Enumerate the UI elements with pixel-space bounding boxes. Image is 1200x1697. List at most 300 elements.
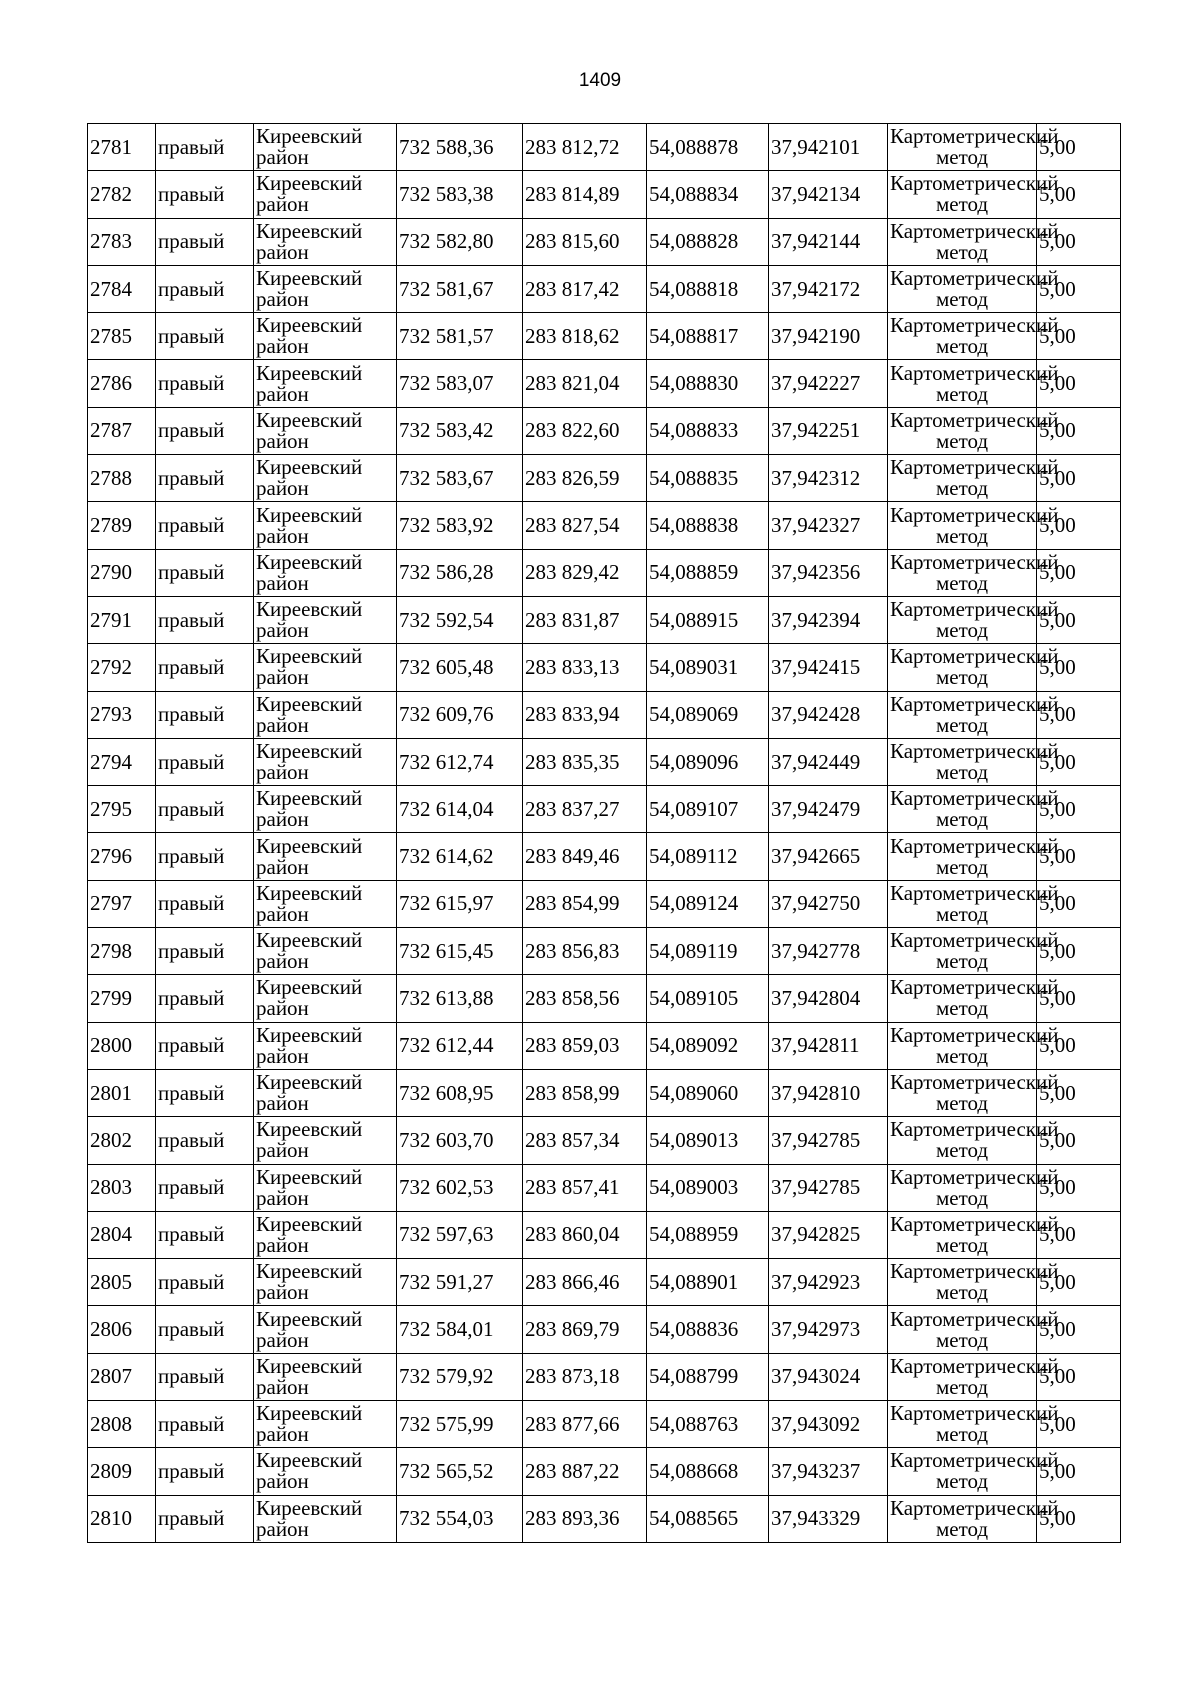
coord-x-cell: 732 615,45	[397, 928, 523, 975]
accuracy-cell: 5,00	[1037, 833, 1121, 880]
district-cell: Киреевский район	[254, 833, 397, 880]
point-number-cell: 2795	[88, 786, 156, 833]
coord-y-cell: 283 849,46	[523, 833, 647, 880]
method-cell: Картометрический метод	[888, 313, 1037, 360]
coord-x-cell: 732 612,44	[397, 1022, 523, 1069]
longitude-cell: 37,942479	[769, 786, 888, 833]
method-cell: Картометрический метод	[888, 455, 1037, 502]
coord-y-cell: 283 835,35	[523, 738, 647, 785]
coord-x-cell: 732 583,92	[397, 502, 523, 549]
table-row	[88, 360, 1121, 407]
district-cell: Киреевский район	[254, 975, 397, 1022]
district-cell: Киреевский район	[254, 407, 397, 454]
latitude-cell: 54,089031	[647, 644, 769, 691]
latitude-cell: 54,089096	[647, 738, 769, 785]
latitude-cell: 54,089060	[647, 1069, 769, 1116]
table-row	[88, 596, 1121, 643]
method-cell: Картометрический метод	[888, 407, 1037, 454]
bank-side-cell: правый	[156, 265, 254, 312]
method-cell: Картометрический метод	[888, 1401, 1037, 1448]
latitude-cell: 54,088565	[647, 1495, 769, 1542]
latitude-cell: 54,089107	[647, 786, 769, 833]
bank-side-cell: правый	[156, 1448, 254, 1495]
longitude-cell: 37,942665	[769, 833, 888, 880]
latitude-cell: 54,088818	[647, 265, 769, 312]
latitude-cell: 54,088878	[647, 124, 769, 171]
bank-side-cell: правый	[156, 1117, 254, 1164]
method-cell: Картометрический метод	[888, 265, 1037, 312]
table-row	[88, 833, 1121, 880]
method-cell: Картометрический метод	[888, 1069, 1037, 1116]
latitude-cell: 54,088763	[647, 1401, 769, 1448]
bank-side-cell: правый	[156, 171, 254, 218]
accuracy-cell: 5,00	[1037, 1259, 1121, 1306]
coord-y-cell: 283 857,34	[523, 1117, 647, 1164]
point-number-cell: 2804	[88, 1211, 156, 1258]
longitude-cell: 37,942428	[769, 691, 888, 738]
point-number-cell: 2790	[88, 549, 156, 596]
accuracy-cell: 5,00	[1037, 265, 1121, 312]
accuracy-cell: 5,00	[1037, 313, 1121, 360]
coord-y-cell: 283 827,54	[523, 502, 647, 549]
coord-y-cell: 283 869,79	[523, 1306, 647, 1353]
coord-x-cell: 732 583,67	[397, 455, 523, 502]
coord-y-cell: 283 858,56	[523, 975, 647, 1022]
point-number-cell: 2794	[88, 738, 156, 785]
latitude-cell: 54,089124	[647, 880, 769, 927]
district-cell: Киреевский район	[254, 1259, 397, 1306]
longitude-cell: 37,943024	[769, 1353, 888, 1400]
table-body	[88, 124, 1121, 1543]
accuracy-cell: 5,00	[1037, 1164, 1121, 1211]
table-row	[88, 1448, 1121, 1495]
accuracy-cell: 5,00	[1037, 880, 1121, 927]
table-row	[88, 124, 1121, 171]
method-cell: Картометрический метод	[888, 502, 1037, 549]
point-number-cell: 2781	[88, 124, 156, 171]
coord-y-cell: 283 858,99	[523, 1069, 647, 1116]
bank-side-cell: правый	[156, 124, 254, 171]
latitude-cell: 54,089003	[647, 1164, 769, 1211]
latitude-cell: 54,088838	[647, 502, 769, 549]
coord-y-cell: 283 837,27	[523, 786, 647, 833]
latitude-cell: 54,088833	[647, 407, 769, 454]
coord-x-cell: 732 612,74	[397, 738, 523, 785]
bank-side-cell: правый	[156, 1022, 254, 1069]
method-cell: Картометрический метод	[888, 1022, 1037, 1069]
coord-y-cell: 283 887,22	[523, 1448, 647, 1495]
point-number-cell: 2807	[88, 1353, 156, 1400]
method-cell: Картометрический метод	[888, 124, 1037, 171]
bank-side-cell: правый	[156, 738, 254, 785]
coord-y-cell: 283 815,60	[523, 218, 647, 265]
coord-y-cell: 283 833,94	[523, 691, 647, 738]
longitude-cell: 37,942778	[769, 928, 888, 975]
accuracy-cell: 5,00	[1037, 1401, 1121, 1448]
coord-x-cell: 732 581,67	[397, 265, 523, 312]
longitude-cell: 37,942923	[769, 1259, 888, 1306]
longitude-cell: 37,942356	[769, 549, 888, 596]
longitude-cell: 37,942750	[769, 880, 888, 927]
table-row	[88, 549, 1121, 596]
bank-side-cell: правый	[156, 502, 254, 549]
bank-side-cell: правый	[156, 1306, 254, 1353]
longitude-cell: 37,942101	[769, 124, 888, 171]
bank-side-cell: правый	[156, 1401, 254, 1448]
coordinates-table	[87, 123, 1121, 1543]
point-number-cell: 2801	[88, 1069, 156, 1116]
table-row	[88, 1069, 1121, 1116]
latitude-cell: 54,088799	[647, 1353, 769, 1400]
table-row	[88, 738, 1121, 785]
coord-y-cell: 283 877,66	[523, 1401, 647, 1448]
longitude-cell: 37,942134	[769, 171, 888, 218]
longitude-cell: 37,942144	[769, 218, 888, 265]
table-row	[88, 407, 1121, 454]
table-row	[88, 975, 1121, 1022]
district-cell: Киреевский район	[254, 596, 397, 643]
latitude-cell: 54,088901	[647, 1259, 769, 1306]
latitude-cell: 54,089069	[647, 691, 769, 738]
bank-side-cell: правый	[156, 928, 254, 975]
method-cell: Картометрический метод	[888, 738, 1037, 785]
method-cell: Картометрический метод	[888, 1306, 1037, 1353]
method-cell: Картометрический метод	[888, 786, 1037, 833]
coord-y-cell: 283 873,18	[523, 1353, 647, 1400]
point-number-cell: 2791	[88, 596, 156, 643]
district-cell: Киреевский район	[254, 644, 397, 691]
district-cell: Киреевский район	[254, 171, 397, 218]
table-row	[88, 1211, 1121, 1258]
bank-side-cell: правый	[156, 691, 254, 738]
accuracy-cell: 5,00	[1037, 455, 1121, 502]
district-cell: Киреевский район	[254, 360, 397, 407]
table-row	[88, 218, 1121, 265]
table-row	[88, 691, 1121, 738]
latitude-cell: 54,088828	[647, 218, 769, 265]
latitude-cell: 54,089013	[647, 1117, 769, 1164]
latitude-cell: 54,088830	[647, 360, 769, 407]
district-cell: Киреевский район	[254, 928, 397, 975]
page-number: 1409	[578, 70, 622, 91]
method-cell: Картометрический метод	[888, 1164, 1037, 1211]
point-number-cell: 2798	[88, 928, 156, 975]
coord-x-cell: 732 586,28	[397, 549, 523, 596]
latitude-cell: 54,088836	[647, 1306, 769, 1353]
coord-x-cell: 732 591,27	[397, 1259, 523, 1306]
district-cell: Киреевский район	[254, 1306, 397, 1353]
coord-y-cell: 283 821,04	[523, 360, 647, 407]
coord-y-cell: 283 829,42	[523, 549, 647, 596]
coord-y-cell: 283 866,46	[523, 1259, 647, 1306]
method-cell: Картометрический метод	[888, 691, 1037, 738]
longitude-cell: 37,942804	[769, 975, 888, 1022]
accuracy-cell: 5,00	[1037, 786, 1121, 833]
coord-y-cell: 283 831,87	[523, 596, 647, 643]
point-number-cell: 2809	[88, 1448, 156, 1495]
table-row	[88, 502, 1121, 549]
table-row	[88, 455, 1121, 502]
coord-x-cell: 732 605,48	[397, 644, 523, 691]
method-cell: Картометрический метод	[888, 1117, 1037, 1164]
point-number-cell: 2782	[88, 171, 156, 218]
coord-x-cell: 732 581,57	[397, 313, 523, 360]
coord-y-cell: 283 893,36	[523, 1495, 647, 1542]
district-cell: Киреевский район	[254, 1022, 397, 1069]
district-cell: Киреевский район	[254, 1448, 397, 1495]
bank-side-cell: правый	[156, 360, 254, 407]
longitude-cell: 37,942327	[769, 502, 888, 549]
coord-x-cell: 732 554,03	[397, 1495, 523, 1542]
coord-x-cell: 732 565,52	[397, 1448, 523, 1495]
accuracy-cell: 5,00	[1037, 502, 1121, 549]
accuracy-cell: 5,00	[1037, 1448, 1121, 1495]
district-cell: Киреевский район	[254, 265, 397, 312]
point-number-cell: 2789	[88, 502, 156, 549]
accuracy-cell: 5,00	[1037, 644, 1121, 691]
table-row	[88, 1259, 1121, 1306]
longitude-cell: 37,942251	[769, 407, 888, 454]
district-cell: Киреевский район	[254, 549, 397, 596]
bank-side-cell: правый	[156, 644, 254, 691]
accuracy-cell: 5,00	[1037, 360, 1121, 407]
bank-side-cell: правый	[156, 786, 254, 833]
point-number-cell: 2784	[88, 265, 156, 312]
district-cell: Киреевский район	[254, 738, 397, 785]
coord-y-cell: 283 854,99	[523, 880, 647, 927]
point-number-cell: 2786	[88, 360, 156, 407]
coord-x-cell: 732 609,76	[397, 691, 523, 738]
bank-side-cell: правый	[156, 975, 254, 1022]
method-cell: Картометрический метод	[888, 1211, 1037, 1258]
longitude-cell: 37,942172	[769, 265, 888, 312]
coord-x-cell: 732 614,62	[397, 833, 523, 880]
coord-x-cell: 732 608,95	[397, 1069, 523, 1116]
coord-y-cell: 283 860,04	[523, 1211, 647, 1258]
accuracy-cell: 5,00	[1037, 1306, 1121, 1353]
longitude-cell: 37,942415	[769, 644, 888, 691]
latitude-cell: 54,089112	[647, 833, 769, 880]
bank-side-cell: правый	[156, 549, 254, 596]
accuracy-cell: 5,00	[1037, 691, 1121, 738]
longitude-cell: 37,943092	[769, 1401, 888, 1448]
accuracy-cell: 5,00	[1037, 171, 1121, 218]
point-number-cell: 2787	[88, 407, 156, 454]
table-row	[88, 1306, 1121, 1353]
longitude-cell: 37,942811	[769, 1022, 888, 1069]
coord-y-cell: 283 814,89	[523, 171, 647, 218]
longitude-cell: 37,942449	[769, 738, 888, 785]
bank-side-cell: правый	[156, 1069, 254, 1116]
point-number-cell: 2785	[88, 313, 156, 360]
district-cell: Киреевский район	[254, 1069, 397, 1116]
district-cell: Киреевский район	[254, 786, 397, 833]
coord-x-cell: 732 613,88	[397, 975, 523, 1022]
bank-side-cell: правый	[156, 455, 254, 502]
table-row	[88, 1117, 1121, 1164]
accuracy-cell: 5,00	[1037, 596, 1121, 643]
method-cell: Картометрический метод	[888, 644, 1037, 691]
point-number-cell: 2796	[88, 833, 156, 880]
table-row	[88, 1022, 1121, 1069]
district-cell: Киреевский район	[254, 1495, 397, 1542]
bank-side-cell: правый	[156, 880, 254, 927]
accuracy-cell: 5,00	[1037, 1069, 1121, 1116]
method-cell: Картометрический метод	[888, 1448, 1037, 1495]
latitude-cell: 54,089119	[647, 928, 769, 975]
district-cell: Киреевский район	[254, 691, 397, 738]
district-cell: Киреевский район	[254, 124, 397, 171]
latitude-cell: 54,088817	[647, 313, 769, 360]
method-cell: Картометрический метод	[888, 549, 1037, 596]
accuracy-cell: 5,00	[1037, 738, 1121, 785]
method-cell: Картометрический метод	[888, 880, 1037, 927]
point-number-cell: 2799	[88, 975, 156, 1022]
longitude-cell: 37,942785	[769, 1164, 888, 1211]
table-row	[88, 1353, 1121, 1400]
table-row	[88, 1401, 1121, 1448]
point-number-cell: 2806	[88, 1306, 156, 1353]
bank-side-cell: правый	[156, 1495, 254, 1542]
coord-x-cell: 732 588,36	[397, 124, 523, 171]
table-row	[88, 1164, 1121, 1211]
method-cell: Картометрический метод	[888, 171, 1037, 218]
method-cell: Картометрический метод	[888, 1495, 1037, 1542]
coord-x-cell: 732 583,42	[397, 407, 523, 454]
longitude-cell: 37,942825	[769, 1211, 888, 1258]
district-cell: Киреевский район	[254, 218, 397, 265]
coord-y-cell: 283 822,60	[523, 407, 647, 454]
method-cell: Картометрический метод	[888, 360, 1037, 407]
method-cell: Картометрический метод	[888, 218, 1037, 265]
accuracy-cell: 5,00	[1037, 549, 1121, 596]
coord-x-cell: 732 597,63	[397, 1211, 523, 1258]
bank-side-cell: правый	[156, 833, 254, 880]
accuracy-cell: 5,00	[1037, 1117, 1121, 1164]
latitude-cell: 54,089105	[647, 975, 769, 1022]
longitude-cell: 37,942973	[769, 1306, 888, 1353]
coord-x-cell: 732 584,01	[397, 1306, 523, 1353]
bank-side-cell: правый	[156, 1353, 254, 1400]
bank-side-cell: правый	[156, 1164, 254, 1211]
district-cell: Киреевский район	[254, 1117, 397, 1164]
point-number-cell: 2803	[88, 1164, 156, 1211]
longitude-cell: 37,942312	[769, 455, 888, 502]
accuracy-cell: 5,00	[1037, 218, 1121, 265]
latitude-cell: 54,088959	[647, 1211, 769, 1258]
accuracy-cell: 5,00	[1037, 928, 1121, 975]
coord-y-cell: 283 833,13	[523, 644, 647, 691]
point-number-cell: 2810	[88, 1495, 156, 1542]
accuracy-cell: 5,00	[1037, 1353, 1121, 1400]
coord-x-cell: 732 582,80	[397, 218, 523, 265]
bank-side-cell: правый	[156, 596, 254, 643]
method-cell: Картометрический метод	[888, 596, 1037, 643]
district-cell: Киреевский район	[254, 502, 397, 549]
coord-y-cell: 283 859,03	[523, 1022, 647, 1069]
point-number-cell: 2805	[88, 1259, 156, 1306]
latitude-cell: 54,089092	[647, 1022, 769, 1069]
coord-y-cell: 283 856,83	[523, 928, 647, 975]
latitude-cell: 54,088915	[647, 596, 769, 643]
method-cell: Картометрический метод	[888, 1353, 1037, 1400]
coord-y-cell: 283 857,41	[523, 1164, 647, 1211]
coord-x-cell: 732 614,04	[397, 786, 523, 833]
point-number-cell: 2808	[88, 1401, 156, 1448]
point-number-cell: 2788	[88, 455, 156, 502]
coord-x-cell: 732 615,97	[397, 880, 523, 927]
method-cell: Картометрический метод	[888, 833, 1037, 880]
point-number-cell: 2783	[88, 218, 156, 265]
coord-x-cell: 732 603,70	[397, 1117, 523, 1164]
district-cell: Киреевский район	[254, 1401, 397, 1448]
district-cell: Киреевский район	[254, 313, 397, 360]
accuracy-cell: 5,00	[1037, 1495, 1121, 1542]
coord-x-cell: 732 575,99	[397, 1401, 523, 1448]
longitude-cell: 37,942810	[769, 1069, 888, 1116]
accuracy-cell: 5,00	[1037, 124, 1121, 171]
longitude-cell: 37,942394	[769, 596, 888, 643]
bank-side-cell: правый	[156, 218, 254, 265]
district-cell: Киреевский район	[254, 455, 397, 502]
point-number-cell: 2797	[88, 880, 156, 927]
district-cell: Киреевский район	[254, 880, 397, 927]
method-cell: Картометрический метод	[888, 1259, 1037, 1306]
longitude-cell: 37,942190	[769, 313, 888, 360]
point-number-cell: 2792	[88, 644, 156, 691]
table-row	[88, 265, 1121, 312]
accuracy-cell: 5,00	[1037, 975, 1121, 1022]
table-row	[88, 928, 1121, 975]
coord-y-cell: 283 826,59	[523, 455, 647, 502]
bank-side-cell: правый	[156, 407, 254, 454]
coord-y-cell: 283 812,72	[523, 124, 647, 171]
latitude-cell: 54,088835	[647, 455, 769, 502]
coord-x-cell: 732 579,92	[397, 1353, 523, 1400]
point-number-cell: 2802	[88, 1117, 156, 1164]
coord-x-cell: 732 583,07	[397, 360, 523, 407]
table-row	[88, 1495, 1121, 1542]
table-row	[88, 880, 1121, 927]
latitude-cell: 54,088859	[647, 549, 769, 596]
table-row	[88, 171, 1121, 218]
bank-side-cell: правый	[156, 1259, 254, 1306]
table-row	[88, 313, 1121, 360]
point-number-cell: 2793	[88, 691, 156, 738]
district-cell: Киреевский район	[254, 1164, 397, 1211]
longitude-cell: 37,943329	[769, 1495, 888, 1542]
latitude-cell: 54,088834	[647, 171, 769, 218]
accuracy-cell: 5,00	[1037, 407, 1121, 454]
coord-x-cell: 732 602,53	[397, 1164, 523, 1211]
coord-y-cell: 283 818,62	[523, 313, 647, 360]
method-cell: Картометрический метод	[888, 975, 1037, 1022]
district-cell: Киреевский район	[254, 1211, 397, 1258]
longitude-cell: 37,943237	[769, 1448, 888, 1495]
longitude-cell: 37,942785	[769, 1117, 888, 1164]
coord-x-cell: 732 583,38	[397, 171, 523, 218]
bank-side-cell: правый	[156, 313, 254, 360]
method-cell: Картометрический метод	[888, 928, 1037, 975]
coord-y-cell: 283 817,42	[523, 265, 647, 312]
district-cell: Киреевский район	[254, 1353, 397, 1400]
table-row	[88, 644, 1121, 691]
accuracy-cell: 5,00	[1037, 1022, 1121, 1069]
bank-side-cell: правый	[156, 1211, 254, 1258]
table-row	[88, 786, 1121, 833]
latitude-cell: 54,088668	[647, 1448, 769, 1495]
longitude-cell: 37,942227	[769, 360, 888, 407]
